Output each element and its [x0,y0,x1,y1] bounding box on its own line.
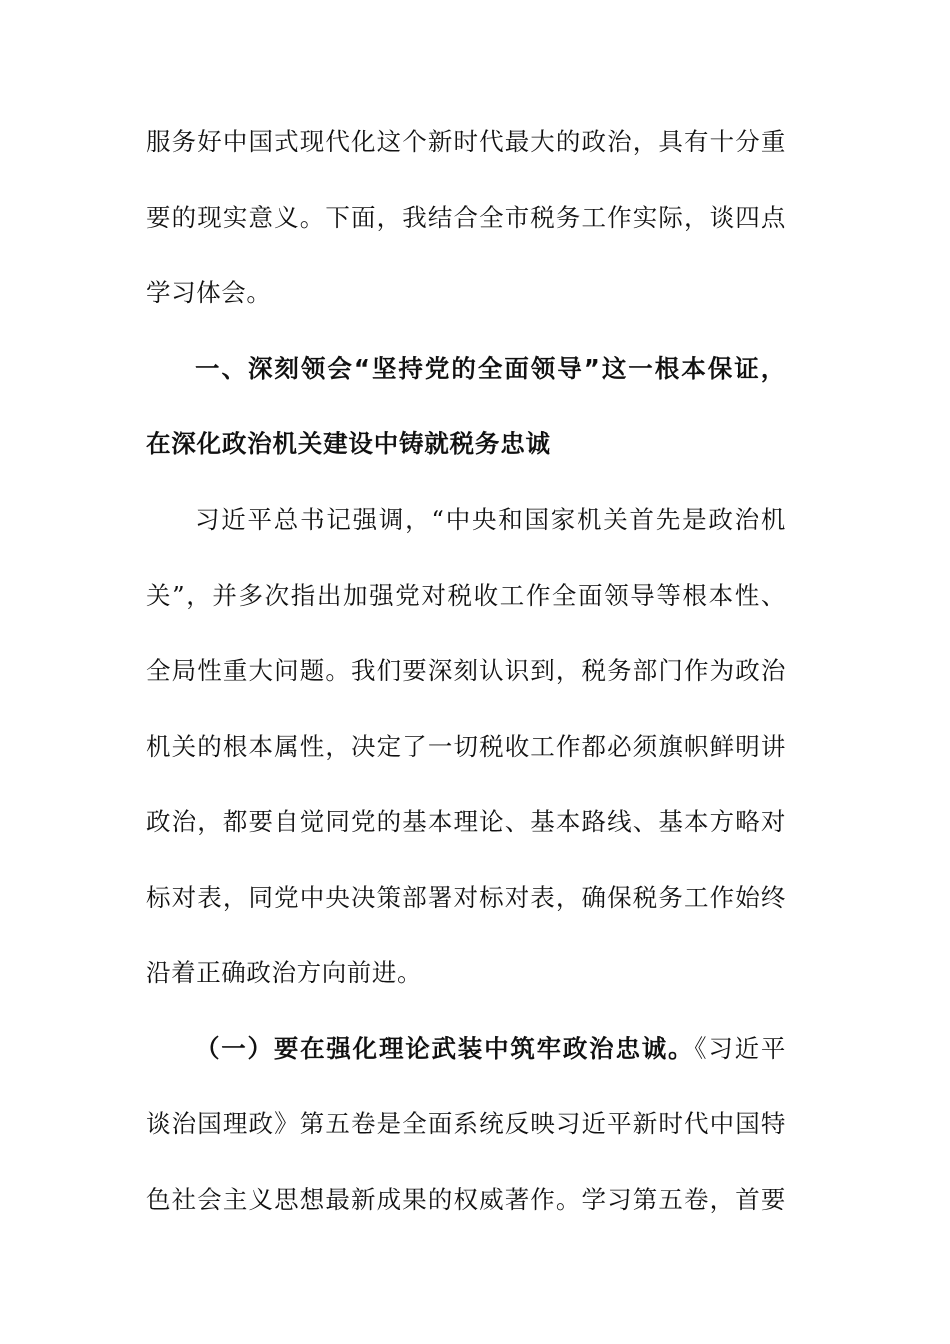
section-heading-line-1: 一、深刻领会“坚持党的全面领导”这一根本保证， [195,354,786,383]
body-line-2: 要的现实意义。下面，我结合全市税务工作实际，谈四点 [146,203,786,232]
body-line-10: 沿着正确政治方向前进。 [146,958,423,987]
subheading-line [195,1029,786,1069]
body-line-7: 机关的根本属性，决定了一切税收工作都必须旗帜鲜明讲 [146,732,786,761]
body-line-12: 色社会主义思想最新成果的权威著作。学习第五卷，首要 [146,1185,786,1214]
body-line-11: 谈治国理政》第五卷是全面系统反映习近平新时代中国特 [146,1109,786,1138]
body-line-9: 标对表，同党中央决策部署对标对表，确保税务工作始终 [146,883,786,912]
subheading-rest-text: 《习近平 [694,1034,786,1063]
section-heading-line-2: 在深化政治机关建设中铸就税务忠诚 [146,429,551,458]
body-line-1: 服务好中国式现代化这个新时代最大的政治，具有十分重 [146,127,786,156]
body-line-6: 全局性重大问题。我们要深刻认识到，税务部门作为政治 [146,656,786,685]
subheading-bold-text: （一）要在强化理论武装中筑牢政治忠诚。 [195,1034,695,1063]
body-line-4: 习近平总书记强调，“中央和国家机关首先是政治机 [195,505,786,534]
body-line-5: 关”，并多次指出加强党对税收工作全面领导等根本性、 [146,581,786,610]
body-line-8: 政治，都要自觉同党的基本理论、基本路线、基本方略对 [146,807,786,836]
body-line-3: 学习体会。 [146,278,272,307]
